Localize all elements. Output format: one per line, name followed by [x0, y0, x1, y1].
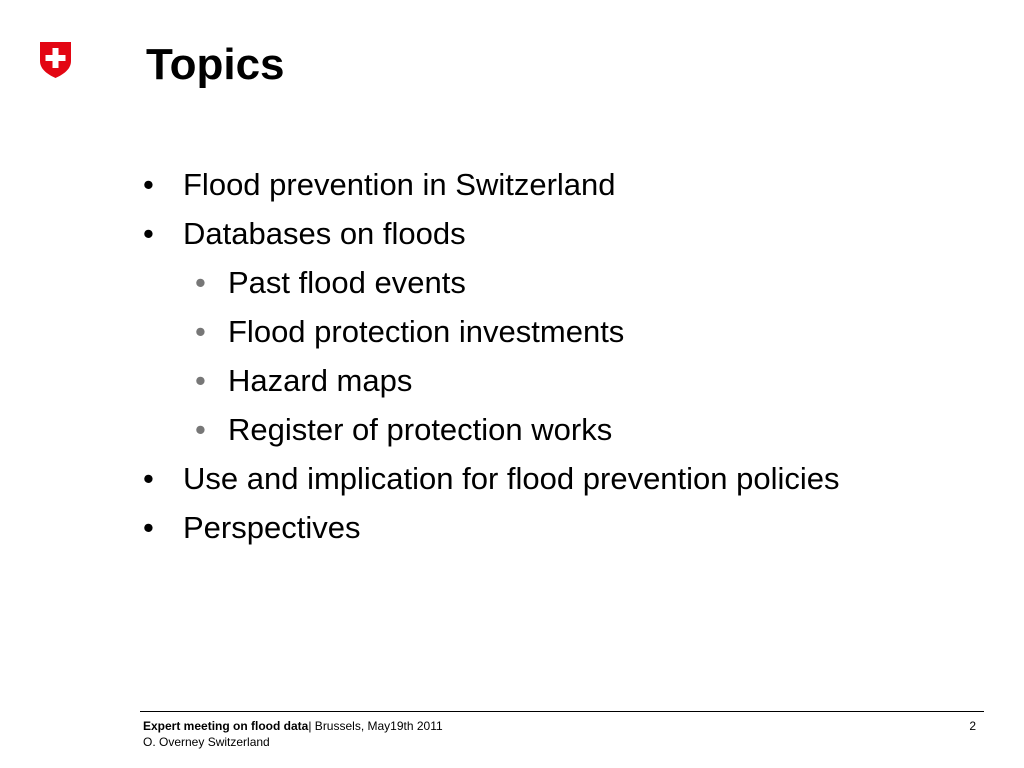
list-item-text: Hazard maps [228, 363, 413, 398]
bullet-dot: • [195, 363, 206, 398]
page-number: 2 [969, 719, 976, 733]
bullet-dot: • [143, 167, 154, 202]
bullet-dot: • [195, 412, 206, 447]
footer-divider [140, 711, 984, 712]
footer-author: O. Overney Switzerland [143, 735, 270, 749]
sub-list-item [140, 307, 980, 356]
footer [143, 718, 443, 750]
footer-event-name: Expert meeting on flood data [143, 719, 309, 733]
list-item-text: Perspectives [183, 510, 361, 545]
list-item [140, 454, 980, 503]
list-item [140, 209, 980, 258]
bullet-dot: • [143, 216, 154, 251]
list-item-text: Flood prevention in Switzerland [183, 167, 616, 202]
list-item [140, 160, 980, 209]
bullet-dot: • [143, 510, 154, 545]
list-item-text: Flood protection investments [228, 314, 625, 349]
sub-list-item [140, 258, 980, 307]
sub-list-item [140, 356, 980, 405]
slide-title: Topics [146, 40, 285, 89]
list-item-text: Register of protection works [228, 412, 613, 447]
topic-list [140, 160, 980, 552]
list-item-text: Past flood events [228, 265, 466, 300]
list-item-text: Databases on floods [183, 216, 466, 251]
bullet-dot: • [195, 314, 206, 349]
footer-location-date: | Brussels, May19th 2011 [308, 719, 443, 733]
list-item [140, 503, 980, 552]
list-item-text: Use and implication for flood prevention policies [183, 461, 840, 496]
swiss-cross-shield-icon [40, 42, 71, 78]
bullet-dot: • [143, 461, 154, 496]
bullet-dot: • [195, 265, 206, 300]
footer-line-event [143, 718, 443, 734]
sub-list-item [140, 405, 980, 454]
